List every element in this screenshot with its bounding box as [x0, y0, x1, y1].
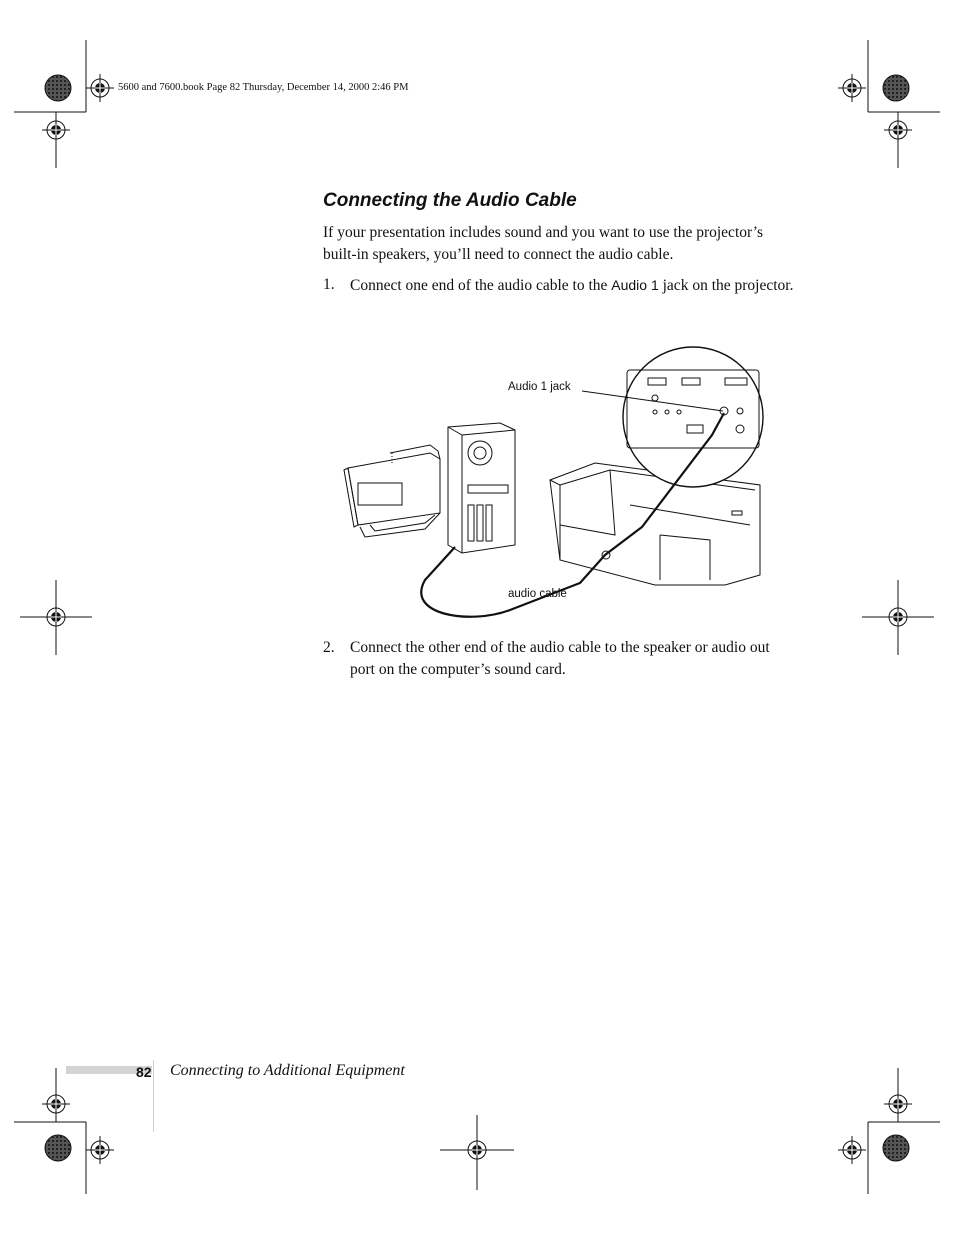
intro-paragraph: If your presentation includes sound and you want to use the projector’s built-in speakers, you’ll need to connect the audio cable.: [323, 224, 764, 263]
step-text: Connect the other end of the audio cable to the speaker or audio out port on the computer’s sound card.: [350, 639, 770, 678]
step-number: 2.: [323, 639, 335, 656]
chapter-title: Connecting to Additional Equipment: [170, 1062, 405, 1079]
section-title: Connecting the Audio Cable: [323, 190, 577, 211]
page-number: 82: [136, 1064, 152, 1080]
footer-divider: [153, 1060, 154, 1132]
audio-cable-callout: audio cable: [508, 588, 567, 600]
step-number: 1.: [323, 276, 335, 293]
audio-jack-callout: Audio 1 jack: [508, 381, 571, 393]
control-label: Audio 1: [611, 277, 659, 293]
audio-cable-illustration: [330, 335, 790, 620]
book-slug-line: 5600 and 7600.book Page 82 Thursday, December 14, 2000 2:46 PM: [118, 82, 409, 93]
step-text: Connect one end of the audio cable to the Audio 1 jack on the projector.: [350, 277, 794, 294]
